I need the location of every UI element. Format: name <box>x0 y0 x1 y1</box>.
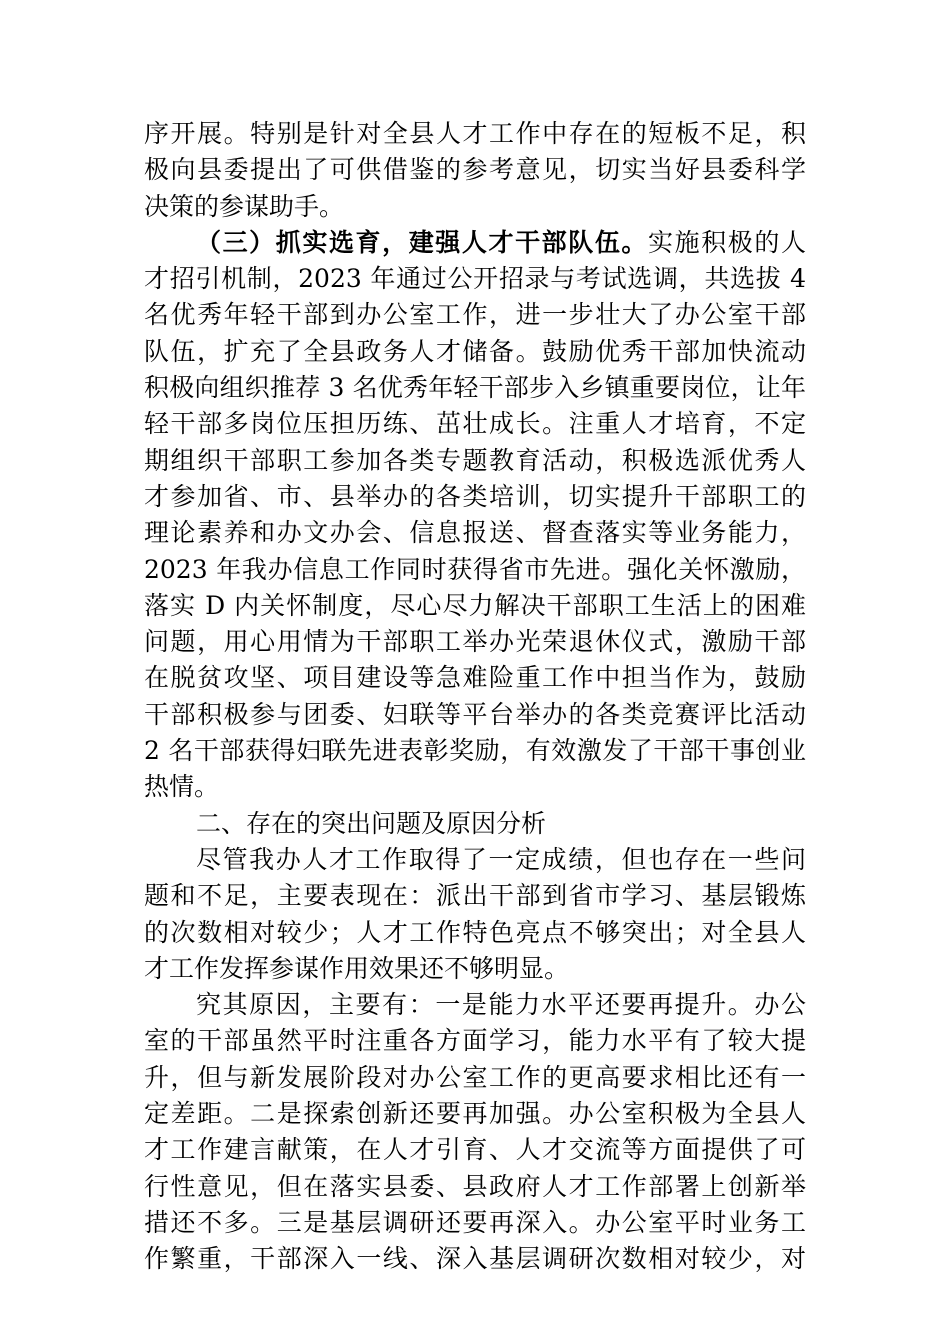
text-line: 极向县委提出了可供借鉴的参考意见，切实当好县委科学 <box>144 155 806 185</box>
text-line: 落实 D 内关怀制度，尽心尽力解决干部职工生活上的困难 <box>144 590 806 620</box>
text-line: 在脱贫攻坚、项目建设等急难险重工作中担当作为，鼓励 <box>144 663 806 693</box>
text-line: 措还不多。三是基层调研还要再深入。办公室平时业务工 <box>144 1207 806 1237</box>
text-line: 才工作建言献策，在人才引育、人才交流等方面提供了可 <box>144 1135 806 1165</box>
text-line: 才招引机制，2023 年通过公开招录与考试选调，共选拔 4 <box>144 264 806 294</box>
text-line: 队伍，扩充了全县政务人才储备。鼓励优秀干部加快流动 <box>144 336 806 366</box>
text-line: 室的干部虽然平时注重各方面学习，能力水平有了较大提 <box>144 1026 806 1056</box>
section-three-first-line <box>144 225 806 261</box>
section-three-heading: （三）抓实选育，建强人才干部队伍。 <box>196 227 649 257</box>
body-text <box>144 116 806 1278</box>
text-line: 热情。 <box>144 772 220 802</box>
text-line: 2 名干部获得妇联先进表彰奖励，有效激发了干部干事创业 <box>144 736 806 766</box>
text-line: 问题，用心用情为干部职工举办光荣退休仪式，激励干部 <box>144 627 806 657</box>
text-line: 期组织干部职工参加各类专题教育活动，积极选派优秀人 <box>144 445 806 475</box>
text-line: 才工作发挥参谋作用效果还不够明显。 <box>144 953 570 983</box>
text-line: 的次数相对较少；人才工作特色亮点不够突出；对全县人 <box>144 917 806 947</box>
text-line: 尽管我办人才工作取得了一定成绩，但也存在一些问 <box>196 844 806 874</box>
text-line: 究其原因，主要有：一是能力水平还要再提升。办公 <box>196 990 806 1020</box>
text-line: 理论素养和办文办会、信息报送、督查落实等业务能力， <box>144 518 806 548</box>
text-line: 作繁重，干部深入一线、深入基层调研次数相对较少，对 <box>144 1244 806 1274</box>
text-line: 题和不足，主要表现在：派出干部到省市学习、基层锻炼 <box>144 881 806 911</box>
text-line: 决策的参谋助手。 <box>144 191 345 221</box>
text-line: 干部积极参与团委、妇联等平台举办的各类竞赛评比活动 <box>144 699 806 729</box>
section-two-heading: 二、存在的突出问题及原因分析 <box>196 808 547 838</box>
text-line: 才参加省、市、县举办的各类培训，切实提升干部职工的 <box>144 481 806 511</box>
text-line: 定差距。二是探索创新还要再加强。办公室积极为全县人 <box>144 1099 806 1129</box>
text-line: 升，但与新发展阶段对办公室工作的更高要求相比还有一 <box>144 1062 806 1092</box>
text-line: 积极向组织推荐 3 名优秀年轻干部步入乡镇重要岗位，让年 <box>144 373 806 403</box>
text-line: 名优秀年轻干部到办公室工作，进一步壮大了办公室干部 <box>144 300 806 330</box>
text-line: 2023 年我办信息工作同时获得省市先进。强化关怀激励， <box>144 554 806 584</box>
text-line: 序开展。特别是针对全县人才工作中存在的短板不足，积 <box>144 119 806 148</box>
text-line: 轻干部多岗位压担历练、茁壮成长。注重人才培育，不定 <box>144 409 806 439</box>
text-line: 行性意见，但在落实县委、县政府人才工作部署上创新举 <box>144 1171 806 1201</box>
text-line-content: 实施积极的人 <box>648 227 806 257</box>
